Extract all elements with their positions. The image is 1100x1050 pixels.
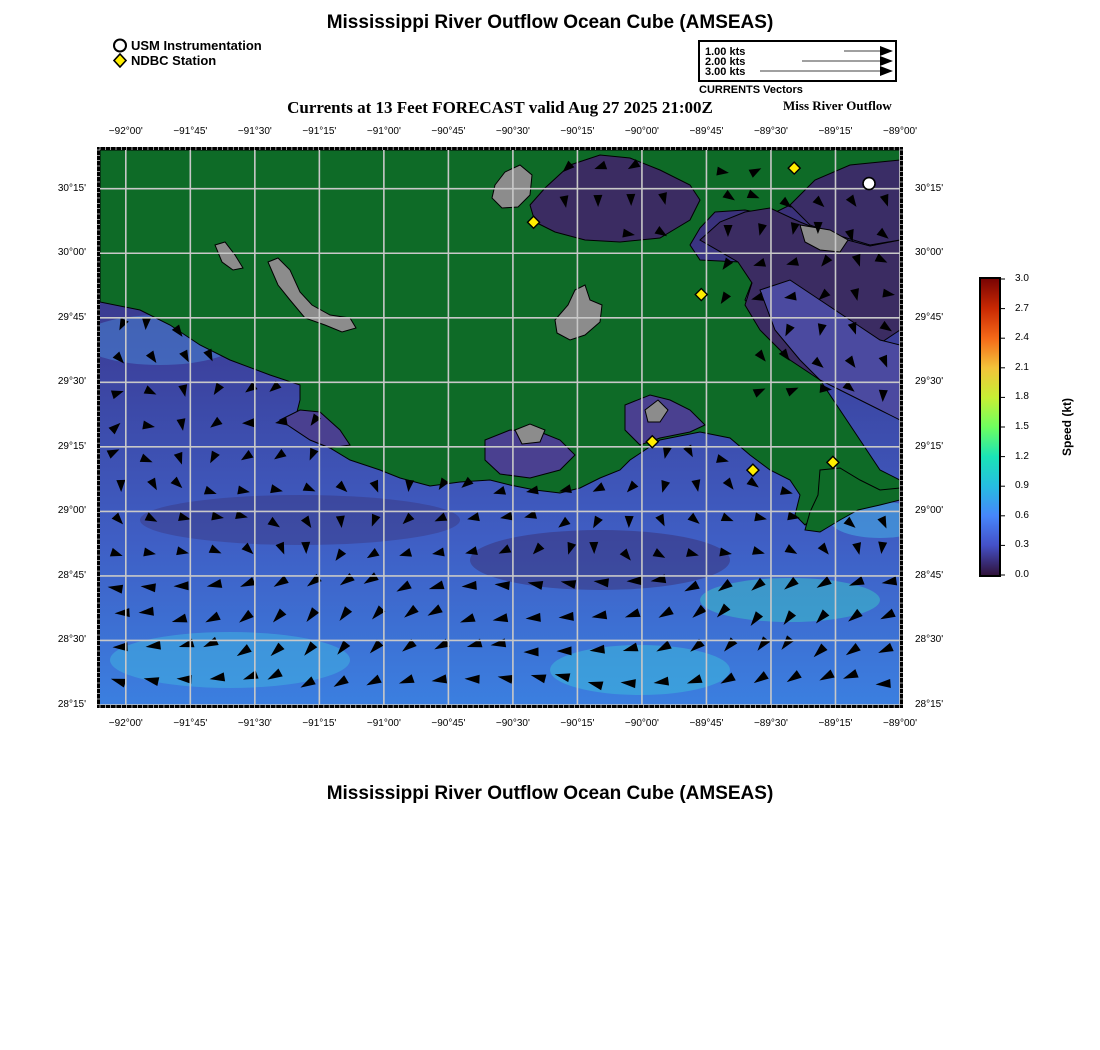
lat-tick-label: 30°15' bbox=[57, 182, 86, 194]
lon-tick-label: −89°00' bbox=[883, 718, 917, 729]
map-subtitle: Currents at 13 Feet FORECAST valid Aug 27 2025 21:00Z bbox=[287, 98, 713, 117]
colorbar-tick-label: 1.5 bbox=[1015, 421, 1029, 432]
lat-tick-label: 28°45' bbox=[915, 569, 944, 581]
lon-tick-label: −90°30' bbox=[495, 718, 530, 729]
lon-tick-label: −91°30' bbox=[237, 718, 272, 729]
lat-tick-label: 29°45' bbox=[915, 311, 944, 323]
colorbar-tick-label: 0.0 bbox=[1015, 569, 1029, 580]
lon-tick-label: −89°30' bbox=[753, 126, 788, 137]
lat-tick-label: 29°15' bbox=[915, 440, 944, 452]
lon-tick-label: −89°30' bbox=[753, 718, 788, 729]
lon-tick-label: −89°45' bbox=[689, 718, 724, 729]
lon-tick-label: −91°30' bbox=[237, 126, 272, 137]
lat-tick-label: 28°30' bbox=[915, 634, 944, 646]
main-title: Mississippi River Outflow Ocean Cube (AMSEAS) bbox=[326, 12, 774, 33]
lon-tick-label: −89°15' bbox=[818, 126, 853, 137]
lat-tick-label: 29°00' bbox=[915, 505, 944, 517]
lat-tick-label: 29°00' bbox=[57, 505, 86, 517]
lon-tick-label: −90°30' bbox=[495, 126, 530, 137]
lon-tick-label: −90°45' bbox=[431, 718, 466, 729]
lat-tick-label: 29°45' bbox=[57, 311, 86, 323]
vector-key-caption: CURRENTS Vectors bbox=[699, 84, 803, 96]
lon-tick-label: −92°00' bbox=[108, 718, 143, 729]
colorbar-tick-label: 2.7 bbox=[1015, 302, 1029, 314]
lon-tick-label: −90°15' bbox=[560, 718, 595, 729]
lon-tick-label: −90°15' bbox=[560, 126, 595, 137]
colorbar-tick-label: 0.6 bbox=[1015, 509, 1029, 521]
colorbar-tick-label: 3.0 bbox=[1015, 273, 1029, 284]
legend-usm-label: USM Instrumentation bbox=[131, 38, 262, 53]
lat-tick-label: 28°15' bbox=[915, 699, 944, 710]
lat-tick-label: 30°00' bbox=[57, 247, 86, 259]
vector-key-3: 3.00 kts bbox=[705, 66, 746, 78]
lon-tick-label: −91°00' bbox=[366, 126, 401, 137]
lon-tick-label: −91°00' bbox=[366, 718, 401, 729]
colorbar-tick-label: 0.3 bbox=[1015, 539, 1029, 551]
lat-tick-label: 28°15' bbox=[57, 699, 86, 710]
lon-tick-label: −91°45' bbox=[173, 718, 208, 729]
lat-tick-label: 29°15' bbox=[57, 440, 86, 452]
lon-tick-label: −90°45' bbox=[431, 126, 466, 137]
lon-tick-label: −91°15' bbox=[302, 126, 337, 137]
lon-tick-label: −91°15' bbox=[302, 718, 337, 729]
legend-ndbc-label: NDBC Station bbox=[131, 53, 217, 68]
lon-tick-label: −89°00' bbox=[883, 126, 917, 137]
speed-colorbar bbox=[975, 272, 1007, 582]
vector-key-2: 2.00 kts bbox=[705, 56, 746, 68]
second-panel-title: Mississippi River Outflow Ocean Cube (AMSEAS) bbox=[326, 783, 774, 804]
colorbar-tick-label: 2.4 bbox=[1015, 332, 1029, 344]
vector-key-1: 1.00 kts bbox=[705, 46, 746, 58]
region-label: Miss River Outflow bbox=[783, 98, 892, 113]
colorbar-tick-label: 0.9 bbox=[1015, 480, 1029, 492]
lat-tick-label: 28°30' bbox=[57, 634, 86, 646]
lat-tick-label: 29°30' bbox=[915, 376, 944, 388]
lon-tick-label: −92°00' bbox=[108, 126, 143, 137]
lat-tick-label: 28°45' bbox=[57, 569, 86, 581]
lon-tick-label: −90°00' bbox=[624, 126, 659, 137]
lon-tick-label: −91°45' bbox=[173, 126, 208, 137]
colorbar-tick-label: 1.2 bbox=[1015, 450, 1029, 462]
lon-tick-label: −89°45' bbox=[689, 126, 724, 137]
lon-tick-label: −89°15' bbox=[818, 718, 853, 729]
usm-station-marker bbox=[863, 178, 875, 190]
colorbar-tick-label: 2.1 bbox=[1015, 361, 1029, 373]
lat-tick-label: 29°30' bbox=[57, 376, 86, 388]
lat-tick-label: 30°15' bbox=[915, 182, 944, 194]
colorbar-title: Speed (kt) bbox=[1060, 398, 1074, 457]
lat-tick-label: 30°00' bbox=[915, 247, 944, 259]
lon-tick-label: −90°00' bbox=[624, 718, 659, 729]
colorbar-tick-label: 1.8 bbox=[1015, 391, 1029, 403]
